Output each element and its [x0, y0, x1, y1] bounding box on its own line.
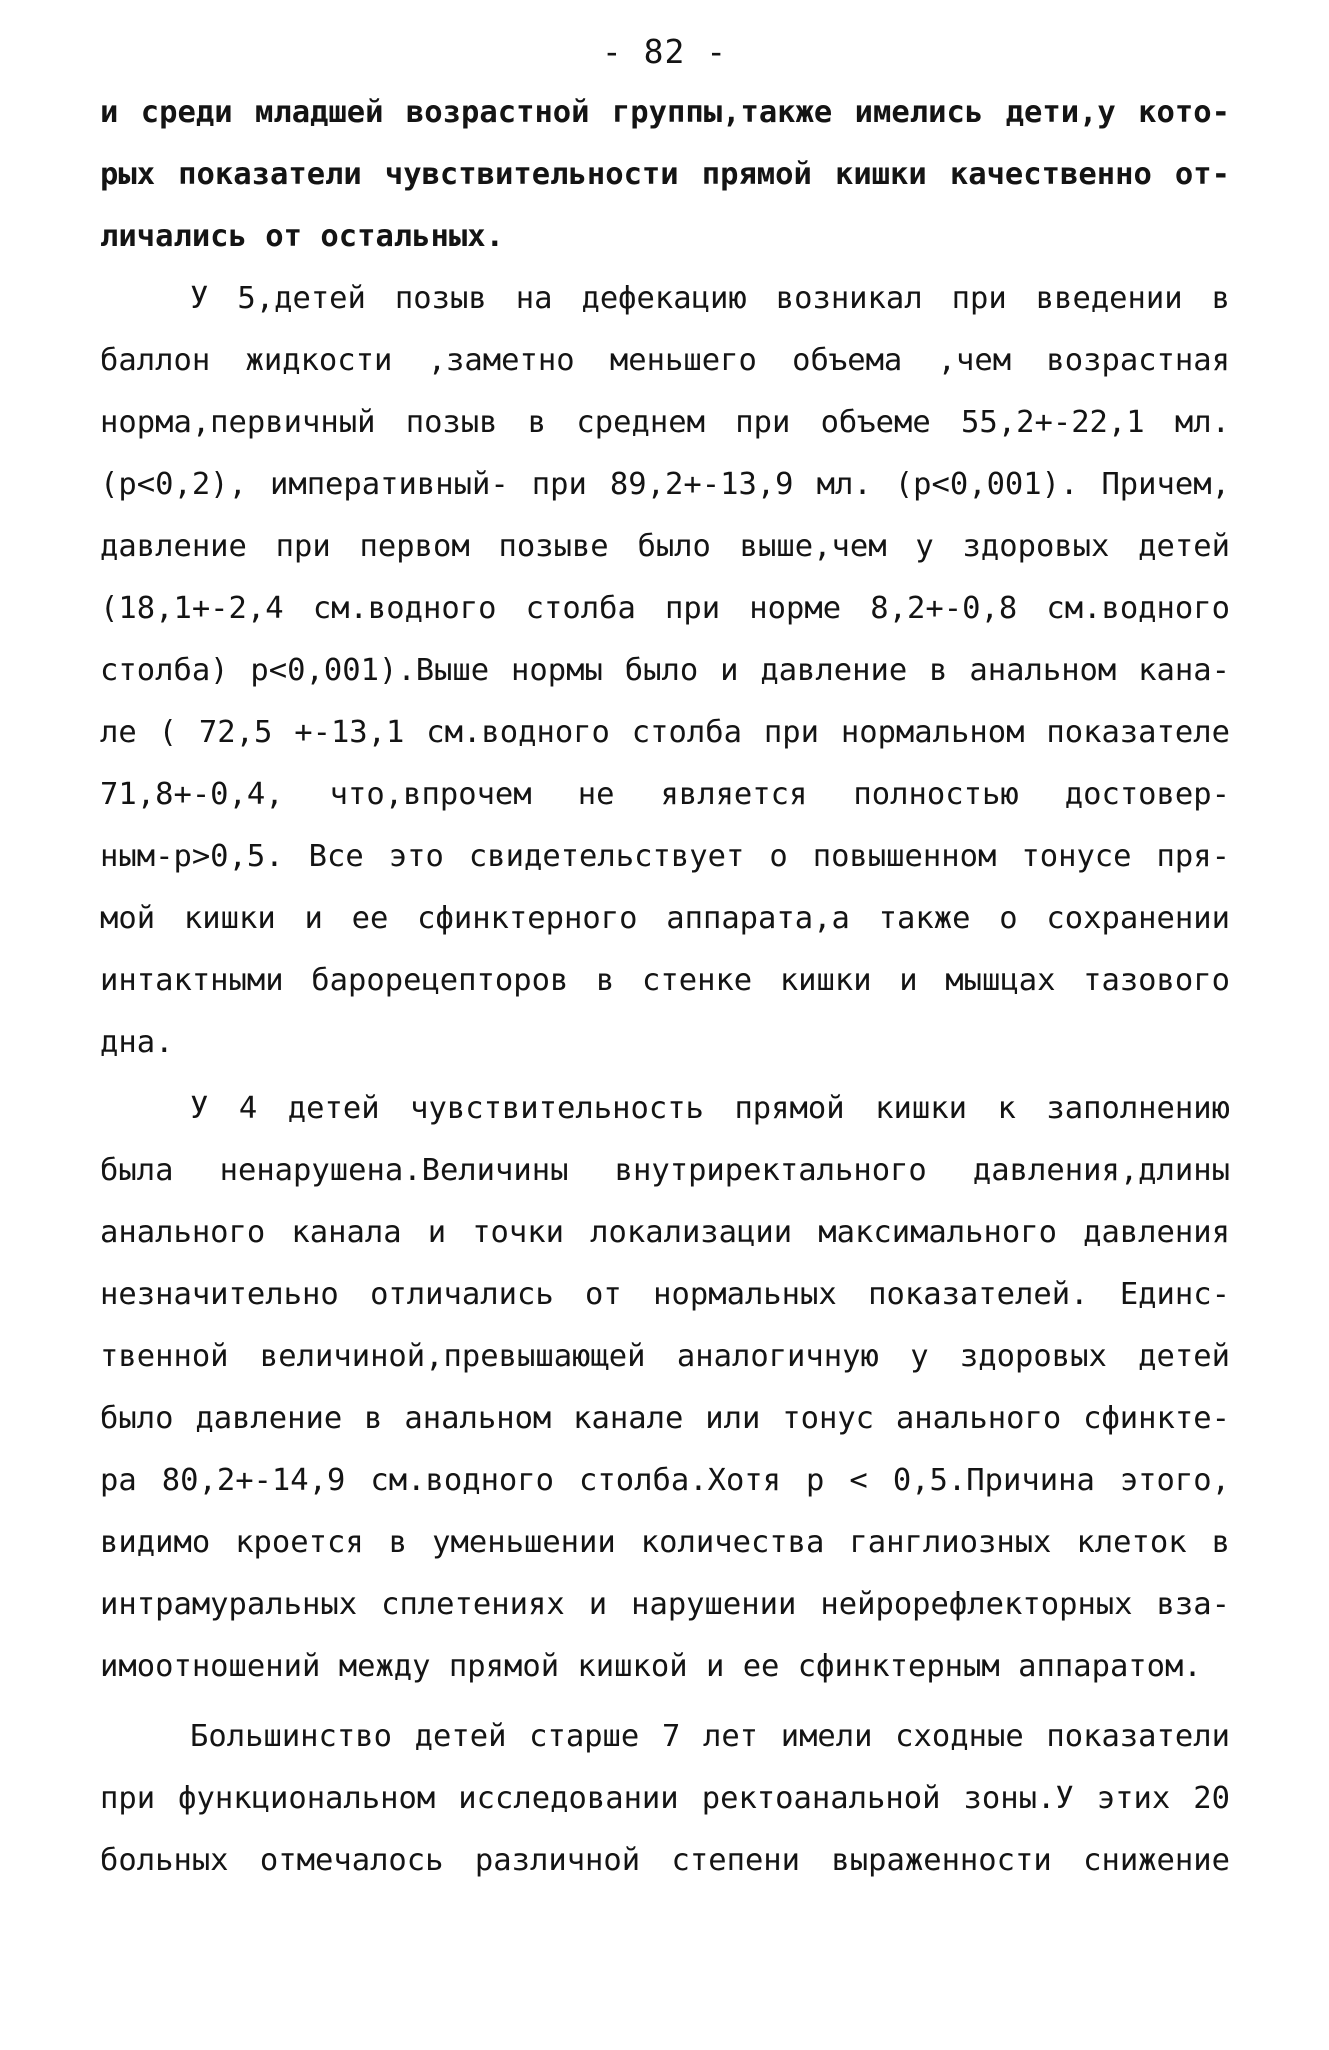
text-line: интактными барорецепторов в стенке кишки и мышцах тазового	[100, 963, 1230, 998]
text-line: при функциональном исследовании ректоанальной зоны.У этих 20	[100, 1781, 1230, 1816]
text-line: анального канала и точки локализации максимального давления	[100, 1215, 1230, 1250]
text-line: имоотношений между прямой кишкой и ее сфинктерным аппаратом.	[100, 1649, 1202, 1684]
text-line: рых показатели чувствительности прямой кишки качественно от-	[100, 157, 1230, 192]
text-line: ле ( 72,5 +-13,1 см.водного столба при нормальном показателе	[100, 715, 1230, 750]
text-line: интрамуральных сплетениях и нарушении нейрорефлекторных вза-	[100, 1587, 1230, 1622]
text-line: видимо кроется в уменьшении количества ганглиозных клеток в	[100, 1525, 1230, 1560]
paragraph-1	[100, 82, 1230, 268]
text-line: У 5,детей позыв на дефекацию возникал при введении в	[190, 281, 1230, 316]
text-line: давление при первом позыве было выше,чем у здоровых детей	[100, 529, 1230, 564]
text-line: столба) р<0,001).Выше нормы было и давление в анальном кана-	[100, 653, 1230, 688]
text-line: незначительно отличались от нормальных показателей. Единс-	[100, 1277, 1230, 1312]
text-line: было давление в анальном канале или тонус анального сфинкте-	[100, 1401, 1230, 1436]
text-line: дна.	[100, 1025, 174, 1060]
text-line: (18,1+-2,4 см.водного столба при норме 8,2+-0,8 см.водного	[100, 591, 1230, 626]
text-line: была ненарушена.Величины внутриректального давления,длины	[100, 1153, 1230, 1188]
paragraph-4	[100, 1706, 1230, 1892]
text-line: баллон жидкости ,заметно меньшего объема ,чем возрастная	[100, 343, 1230, 378]
paragraph-2	[100, 268, 1230, 1074]
text-line: больных отмечалось различной степени выраженности снижение	[100, 1843, 1230, 1878]
text-line: и среди младшей возрастной группы,также имелись дети,у кото-	[100, 95, 1230, 130]
text-line: личались от остальных.	[100, 219, 504, 254]
paragraph-3	[100, 1078, 1230, 1698]
text-line: ра 80,2+-14,9 см.водного столба.Хотя р < 0,5.Причина этого,	[100, 1463, 1230, 1498]
text-line: У 4 детей чувствительность прямой кишки к заполнению	[190, 1091, 1230, 1126]
text-line: Большинство детей старше 7 лет имели сходные показатели	[190, 1719, 1230, 1754]
text-line: (р<0,2), императивный- при 89,2+-13,9 мл. (р<0,001). Причем,	[100, 467, 1230, 502]
text-line: ным-р>0,5. Все это свидетельствует о повышенном тонусе пря-	[100, 839, 1230, 874]
text-line: норма,первичный позыв в среднем при объеме 55,2+-22,1 мл.	[100, 405, 1230, 440]
text-line: 71,8+-0,4, что,впрочем не является полностью достовер-	[100, 777, 1230, 812]
text-line: мой кишки и ее сфинктерного аппарата,а также о сохранении	[100, 901, 1230, 936]
page-number: - 82 -	[601, 32, 728, 71]
text-line: твенной величиной,превышающей аналогичную у здоровых детей	[100, 1339, 1230, 1374]
